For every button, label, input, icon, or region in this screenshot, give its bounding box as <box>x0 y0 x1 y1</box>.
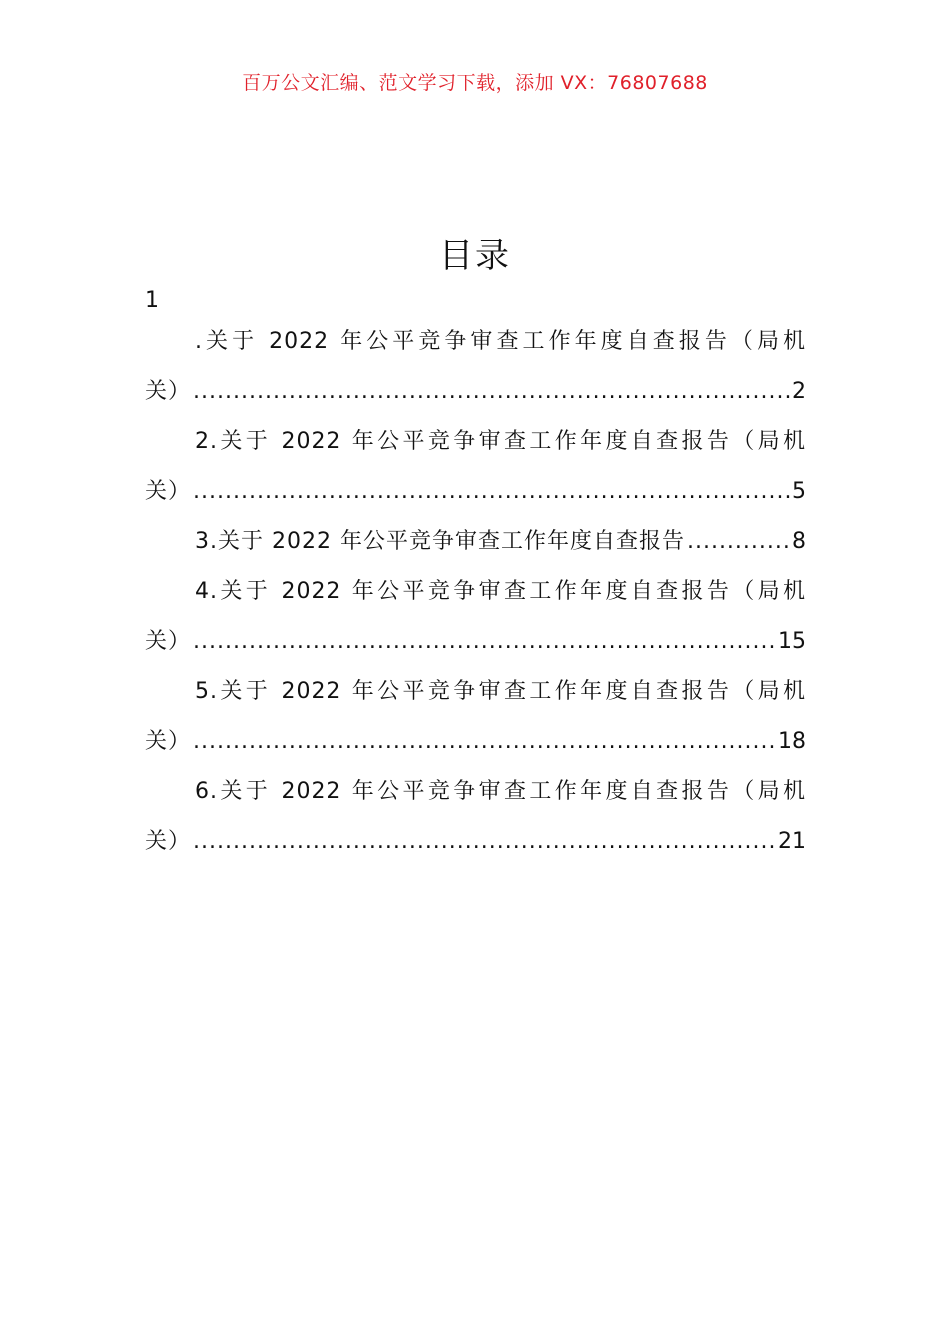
toc-entry-2-page: 5 <box>792 479 806 504</box>
dot-leader <box>193 817 776 867</box>
toc-entry-5-page: 18 <box>778 729 806 754</box>
dot-leader <box>193 717 776 767</box>
dot-leader <box>193 617 776 667</box>
toc-entry-6-title-tail: 关） <box>145 829 192 854</box>
page-title: 目录 <box>439 236 511 276</box>
toc-entry-2-title[interactable]: 2.关于 2022 年公平竞争审查工作年度自查报告（局机 <box>195 429 806 454</box>
toc-entry-2-title-tail: 关） <box>145 479 192 504</box>
toc-entry-4-continuation[interactable] <box>145 617 806 667</box>
toc-entry-1-title[interactable]: .关于 2022 年公平竞争审查工作年度自查报告（局机 <box>195 329 806 354</box>
dot-leader <box>193 467 790 517</box>
toc-entry-1-page: 2 <box>792 379 806 404</box>
watermark-header: 百万公文汇编、范文学习下载，添加 VX：76807688 <box>242 72 708 94</box>
toc-entry-1-title-tail: 关） <box>145 379 192 404</box>
toc-entry-5-title-tail: 关） <box>145 729 192 754</box>
toc-entry-3-page: 8 <box>792 529 806 554</box>
toc-entry-2-continuation[interactable] <box>145 467 806 517</box>
dot-leader <box>687 517 790 567</box>
toc-entry-4-title-tail: 关） <box>145 629 192 654</box>
toc-entry-3-title: 3.关于 2022 年公平竞争审查工作年度自查报告 <box>195 529 685 554</box>
toc-entry-6-page: 21 <box>778 829 806 854</box>
toc-entry-6-title[interactable]: 6.关于 2022 年公平竞争审查工作年度自查报告（局机 <box>195 779 806 804</box>
table-of-contents <box>145 285 806 867</box>
toc-entry-5-continuation[interactable] <box>145 717 806 767</box>
toc-entry-6-continuation[interactable] <box>145 817 806 867</box>
toc-entry-4-page: 15 <box>778 629 806 654</box>
toc-stray-number: 1 <box>145 288 159 313</box>
toc-entry-1-continuation[interactable] <box>145 367 806 417</box>
toc-entry-4-title[interactable]: 4.关于 2022 年公平竞争审查工作年度自查报告（局机 <box>195 579 806 604</box>
toc-entry-5-title[interactable]: 5.关于 2022 年公平竞争审查工作年度自查报告（局机 <box>195 679 806 704</box>
dot-leader <box>193 367 790 417</box>
toc-entry-3[interactable] <box>145 517 806 567</box>
